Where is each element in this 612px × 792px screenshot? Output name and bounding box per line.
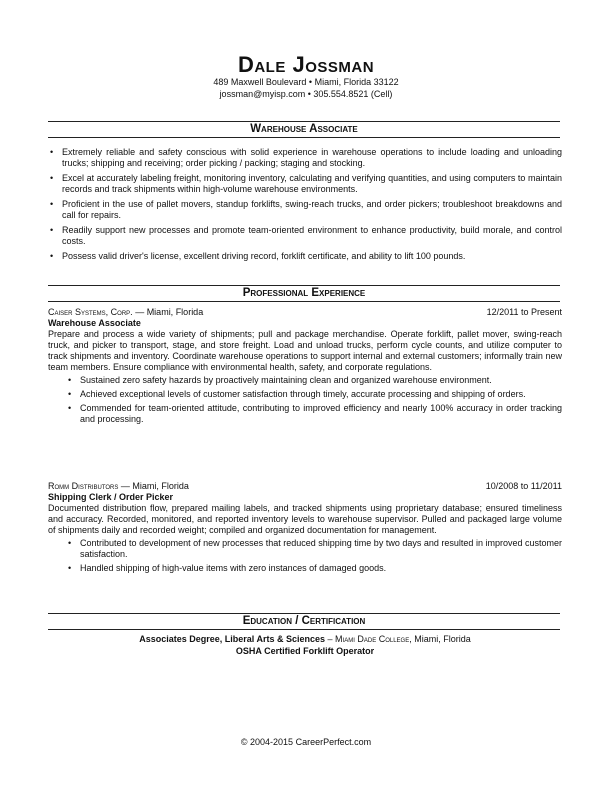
- achievement-bullet: • Sustained zero safety hazards by proactively maintaining clean and organized warehouse environment.: [66, 375, 562, 386]
- degree-name: Associates Degree, Liberal Arts & Sciences: [139, 634, 326, 644]
- company-name: Caiser Systems, Corp.: [48, 307, 133, 317]
- job-header: [48, 307, 562, 318]
- resume-header: [0, 54, 612, 100]
- degree-separator: –: [325, 634, 336, 644]
- job-achievements: [66, 538, 562, 574]
- job-description: Documented distribution flow, prepared mailing labels, and tracked shipments using proprietary database; ensured timeliness and accuracy. Recorded, monitored, and reported inventory levels to warehouse supervisor. Pulled and packaged large volume of shipments daily and recorded weight; compiled and organized documentation for management.: [48, 503, 562, 535]
- achievement-bullet: • Contributed to development of new processes that reduced shipping time by two days and resulted in improved customer satisfaction.: [66, 538, 562, 560]
- summary-bullet: • Proficient in the use of pallet movers, standup forklifts, swing-reach trucks, and order pickers; troubleshoot breakdowns and call for repairs.: [48, 199, 562, 221]
- school-name: Miami Dade College: [335, 634, 410, 644]
- job-entry: [48, 307, 562, 428]
- job-header: [48, 481, 562, 492]
- job-dates: 12/2011 to Present: [486, 307, 562, 317]
- achievement-bullet: • Achieved exceptional levels of customer satisfaction through timely, accurate processing and shipping of orders.: [66, 389, 562, 400]
- summary-bullet: • Excel at accurately labeling freight, monitoring inventory, calculating and verifying quantities, and using computers to maintain records and track shipments within high-volume warehouse environments.: [48, 173, 562, 195]
- address-line: 489 Maxwell Boulevard • Miami, Florida 33122: [213, 77, 399, 87]
- certification-line: [48, 645, 562, 657]
- summary-bullet: • Readily support new processes and promote team-oriented environment to enhance productivity, build morale, and control costs.: [48, 225, 562, 247]
- experience-heading: Professional Experience: [48, 285, 560, 302]
- certification-name: OSHA Certified Forklift Operator: [235, 646, 375, 656]
- company-name: Romm Distributors: [48, 481, 119, 491]
- job-title: Warehouse Associate: [48, 318, 141, 328]
- achievement-bullet: • Commended for team-oriented attitude, contributing to improved efficiency and nearly 100% accuracy in order tracking and processing.: [66, 403, 562, 425]
- summary-bullet: • Possess valid driver's license, excellent driving record, forklift certificate, and ability to lift 100 pounds.: [48, 251, 562, 262]
- job-location: — Miami, Florida: [118, 481, 189, 491]
- copyright-footer: © 2004-2015 CareerPerfect.com: [240, 737, 372, 747]
- education-heading: Education / Certification: [48, 613, 560, 630]
- summary-section: [48, 147, 562, 266]
- achievement-bullet: • Handled shipping of high-value items with zero instances of damaged goods.: [66, 563, 562, 574]
- job-title: Shipping Clerk / Order Picker: [48, 492, 174, 502]
- objective-heading: Warehouse Associate: [48, 121, 560, 138]
- job-location: — Miami, Florida: [132, 307, 204, 317]
- school-location: , Miami, Florida: [409, 634, 471, 644]
- job-description: Prepare and process a wide variety of shipments; pull and package merchandise. Operate forklift, pallet mover, swing-reach truck, and picker to transport, stage, and store freight. Load and unload trucks, perform cycle counts, and utilize computer to track shipments and inventory. Coordinate warehouse operations to support internal and external customers; informally train new team members. Ensure compliance with environmental health, safety, and corporate regulations.: [48, 329, 562, 372]
- candidate-name: Dale Jossman: [237, 52, 375, 77]
- job-dates: 10/2008 to 11/2011: [485, 481, 562, 491]
- contact-line: jossman@myisp.com • 305.554.8521 (Cell): [219, 89, 393, 99]
- job-achievements: [66, 375, 562, 425]
- education-section: [48, 633, 562, 657]
- summary-bullet: • Extremely reliable and safety conscious with solid experience in warehouse operations to include loading and unloading trucks; shipping and receiving; order picking / packing; staging and stocking.: [48, 147, 562, 169]
- degree-line: [48, 633, 562, 645]
- summary-list: [48, 147, 562, 262]
- job-entry: [48, 481, 562, 577]
